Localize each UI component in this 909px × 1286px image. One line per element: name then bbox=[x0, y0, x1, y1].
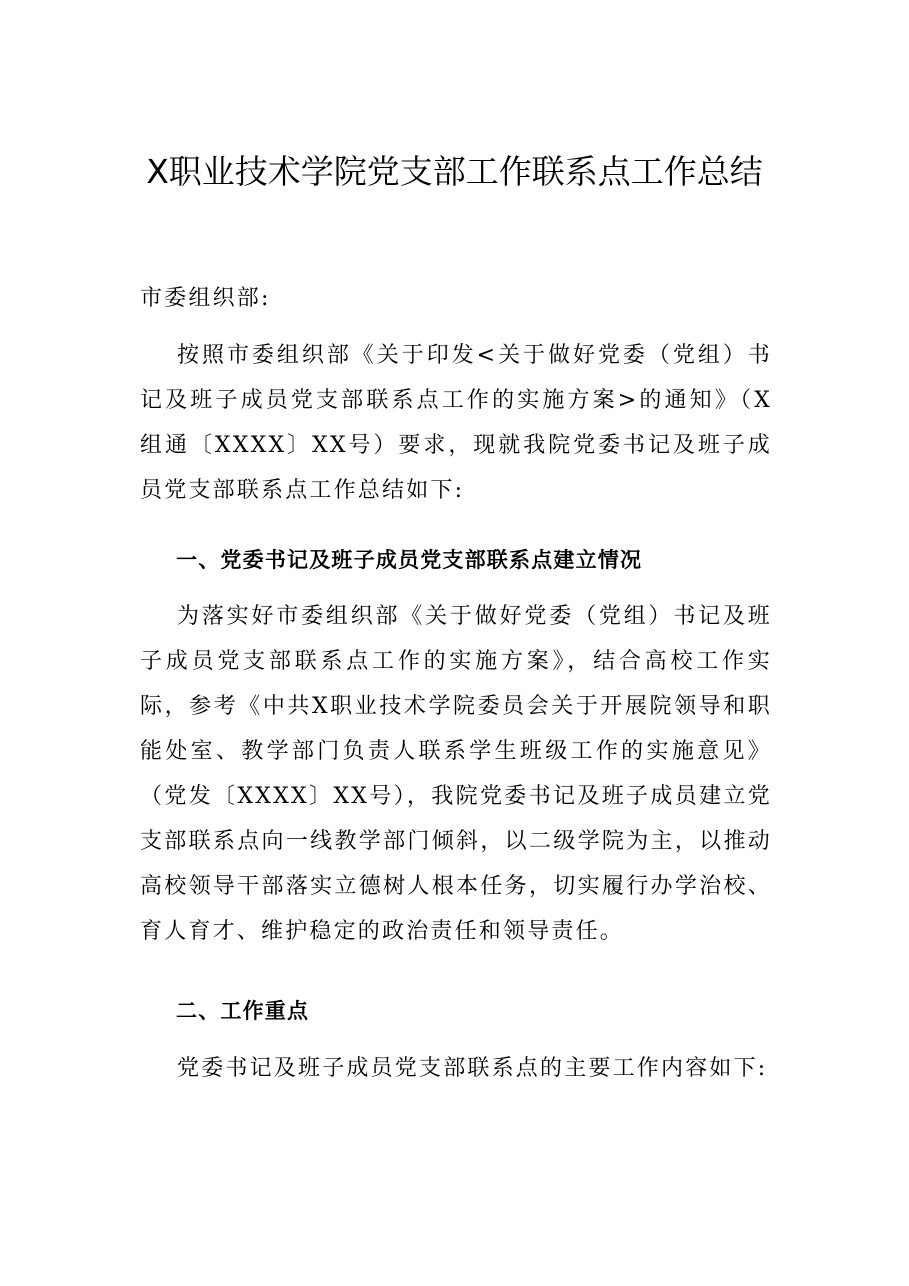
salutation: 市委组织部: bbox=[140, 286, 271, 311]
paragraph-work-content-intro: 党委书记及班子成员党支部联系点的主要工作内容如下: bbox=[177, 1056, 768, 1081]
section-heading-2: 二、工作重点 bbox=[176, 999, 310, 1023]
paragraph-notice-reference: 按照市委组织部《关于印发<关于做好党委（党组）书记及班子成员党支部联系点工作的实施方案>的通知》（X组通〔XXXX〕XX号）要求，现就我院党委书记及班子成员党支部联系点工作总结如下: bbox=[140, 343, 772, 503]
document-title: X职业技术学院党支部工作联系点工作总结 bbox=[146, 152, 763, 191]
paragraph-contact-point-establishment: 为落实好市委组织部《关于做好党委（党组）书记及班子成员党支部联系点工作的实施方案》，结合高校工作实际，参考《中共X职业技术学院委员会关于开展院领导和职能处室、教学部门负责人联系学生班级工作的实施意见》（党发〔XXXX〕XX号），我院党委书记及班子成员建立党支部联系点向一线教学部门倾斜，以二级学院为主，以推动高校领导干部落实立德树人根本任务，切实履行办学治校、育人育才、维护稳定的政治责任和领导责任。 bbox=[140, 604, 772, 944]
section-heading-1: 一、党委书记及班子成员党支部联系点建立情况 bbox=[176, 548, 643, 572]
